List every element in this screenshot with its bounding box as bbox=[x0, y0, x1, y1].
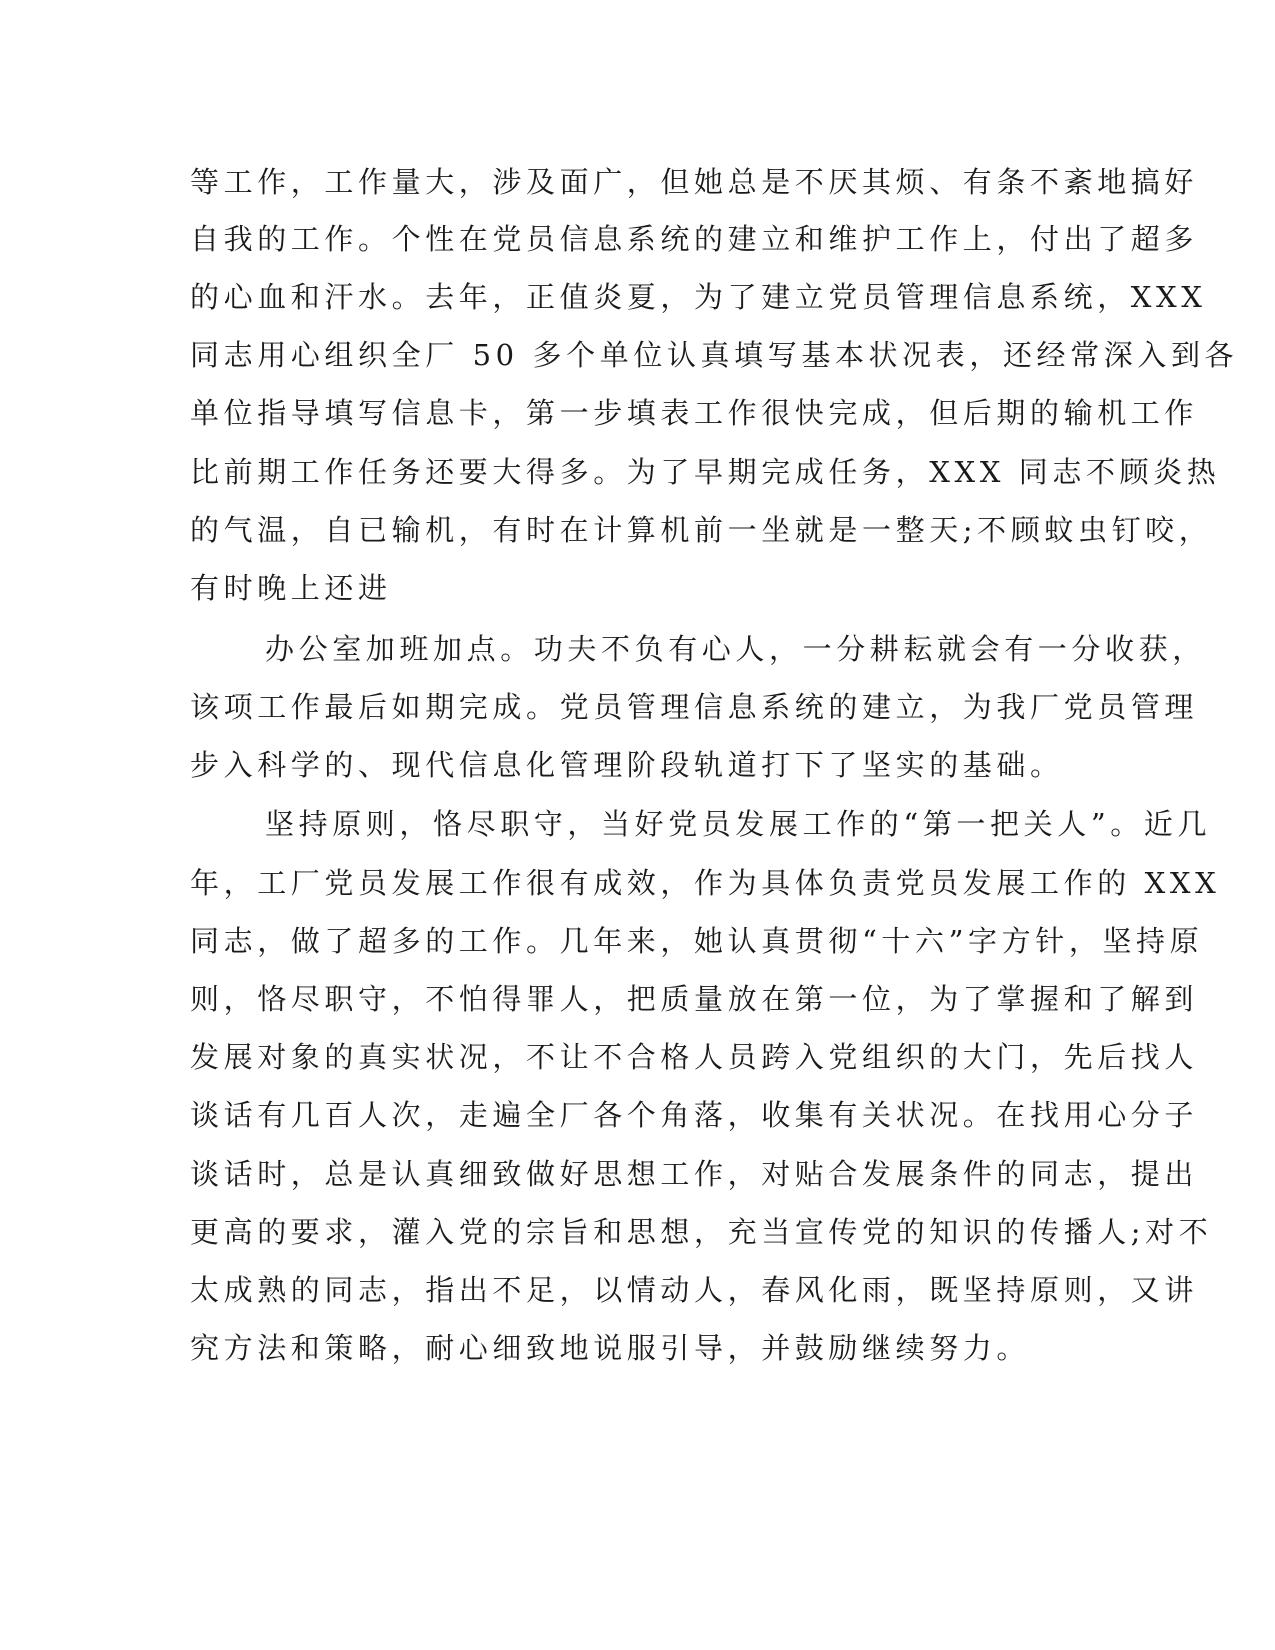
text-line: 年，工厂党员发展工作很有成效，作为具体负责党员发展工作的 XXX bbox=[190, 866, 1221, 900]
text-line: 有时晚上还进 bbox=[190, 571, 392, 605]
text-line: 该项工作最后如期完成。党员管理信息系统的建立，为我厂党员管理 bbox=[190, 690, 1199, 724]
text-line: 则，恪尽职守，不怕得罪人，把质量放在第一位，为了掌握和了解到 bbox=[190, 982, 1199, 1016]
text-line: 单位指导填写信息卡，第一步填表工作很快完成，但后期的输机工作 bbox=[190, 396, 1199, 430]
text-line: 谈话时，总是认真细致做好思想工作，对贴合发展条件的同志，提出 bbox=[190, 1157, 1199, 1191]
text-line: 步入科学的、现代信息化管理阶段轨道打下了坚实的基础。 bbox=[190, 748, 1064, 782]
text-line: 比前期工作任务还要大得多。为了早期完成任务，XXX 同志不顾炎热 bbox=[190, 455, 1221, 489]
text-line: 的心血和汗水。去年，正值炎夏，为了建立党员管理信息系统，XXX bbox=[190, 280, 1207, 314]
paragraph-first-line: 办公室加班加点。功夫不负有心人，一分耕耘就会有一分收获， bbox=[265, 632, 1206, 666]
text-line: 发展对象的真实状况，不让不合格人员跨入党组织的大门，先后找人 bbox=[190, 1040, 1199, 1074]
text-line: 太成熟的同志，指出不足，以情动人，春风化雨，既坚持原则，又讲 bbox=[190, 1273, 1199, 1307]
paragraph-first-line: 坚持原则，恪尽职守，当好党员发展工作的“第一把关人”。近几 bbox=[265, 807, 1212, 841]
text-line: 究方法和策略，耐心细致地说服引导，并鼓励继续努力。 bbox=[190, 1331, 1031, 1365]
text-line: 更高的要求，灌入党的宗旨和思想，充当宣传党的知识的传播人;对不 bbox=[190, 1215, 1213, 1249]
text-line: 谈话有几百人次，走遍全厂各个角落，收集有关状况。在找用心分子 bbox=[190, 1098, 1199, 1132]
text-line: 同志用心组织全厂 50 多个单位认真填写基本状况表，还经常深入到各 bbox=[190, 338, 1239, 372]
text-line: 的气温，自已输机，有时在计算机前一坐就是一整天;不顾蚊虫钉咬， bbox=[190, 513, 1213, 547]
text-line: 自我的工作。个性在党员信息系统的建立和维护工作上，付出了超多 bbox=[190, 222, 1199, 256]
text-line: 同志，做了超多的工作。几年来，她认真贯彻“十六”字方针，坚持原 bbox=[190, 924, 1204, 958]
text-line: 等工作，工作量大，涉及面广，但她总是不厌其烦、有条不紊地搞好 bbox=[190, 165, 1199, 199]
